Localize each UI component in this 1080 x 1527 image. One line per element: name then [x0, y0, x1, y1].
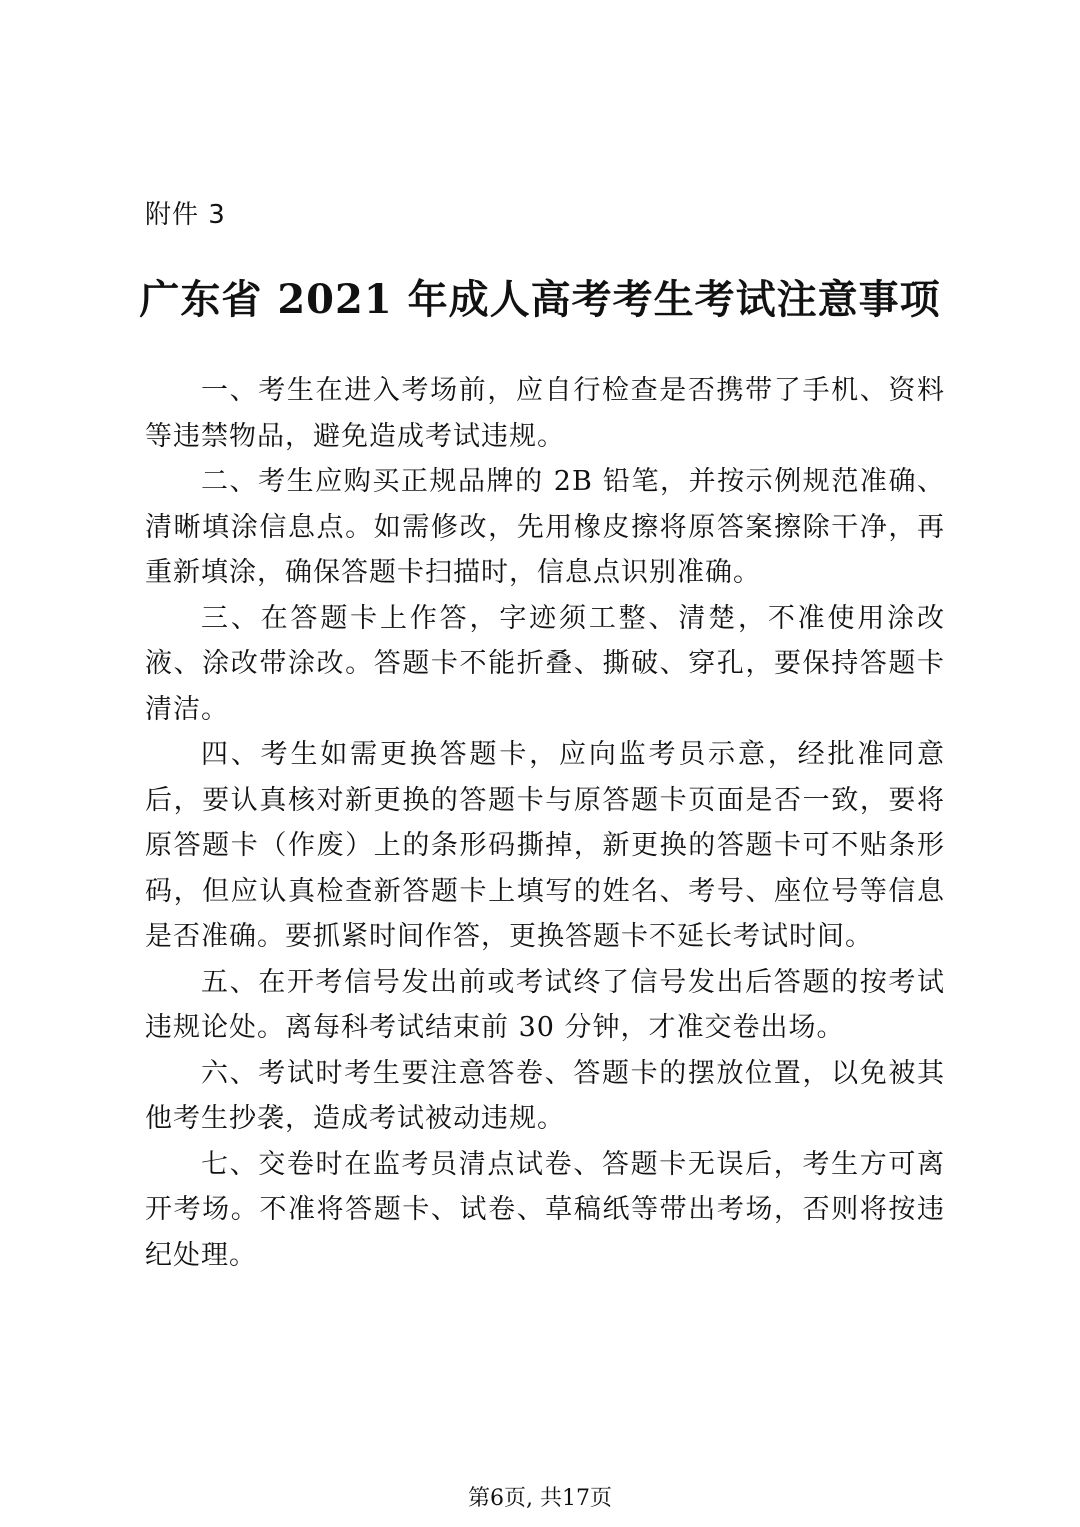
notice-body [145, 368, 945, 1278]
paragraph-2: 二、考生应购买正规品牌的 2B 铅笔，并按示例规范准确、清晰填涂信息点。如需修改，先用橡皮擦将原答案擦除干净，再重新填涂，确保答题卡扫描时，信息点识别准确。 [145, 466, 945, 588]
paragraph-3: 三、在答题卡上作答，字迹须工整、清楚，不准使用涂改液、涂改带涂改。答题卡不能折叠、撕破、穿孔，要保持答题卡清洁。 [145, 602, 945, 725]
paragraph-6: 六、考试时考生要注意答卷、答题卡的摆放位置，以免被其他考生抄袭，造成考试被动违规。 [145, 1057, 945, 1134]
paragraph-1: 一、考生在进入考场前，应自行检查是否携带了手机、资料等违禁物品，避免造成考试违规。 [145, 375, 945, 452]
page-number: 第6页, 共17页 [468, 1486, 612, 1511]
page-title: 广东省 2021 年成人高考考生考试注意事项 [139, 276, 941, 323]
paragraph-7: 七、交卷时在监考员清点试卷、答题卡无误后，考生方可离开考场。不准将答题卡、试卷、草稿纸等带出考场，否则将按违纪处理。 [145, 1148, 945, 1271]
paragraph-4: 四、考生如需更换答题卡，应向监考员示意，经批准同意后，要认真核对新更换的答题卡与原答题卡页面是否一致，要将原答题卡（作废）上的条形码撕掉，新更换的答题卡可不贴条形码，但应认真检查新答题卡上填写的姓名、考号、座位号等信息是否准确。要抓紧时间作答，更换答题卡不延长考试时间。 [145, 739, 945, 952]
paragraph-5: 五、在开考信号发出前或考试终了信号发出后答题的按考试违规论处。离每科考试结束前 30 分钟，才准交卷出场。 [145, 966, 945, 1043]
attachment-label: 附件 3 [145, 200, 226, 230]
